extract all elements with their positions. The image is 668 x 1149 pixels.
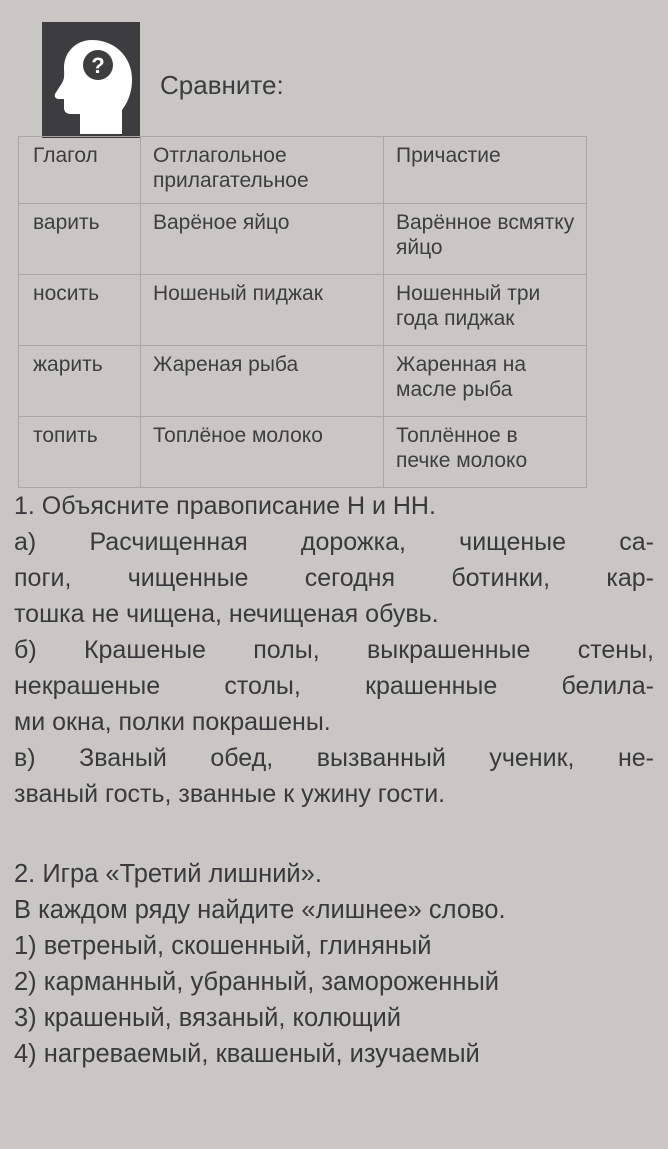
task2-title: 2. Игра «Третий лишний». [14,860,322,888]
task2-item: 4) нагреваемый, квашеный, изучаемый [14,1040,480,1068]
participle-cell: Жаренная на масле рыба [384,346,587,417]
task1-b-line: ми окна, полки покрашены. [14,708,331,736]
header-cell-participle: Причастие [384,137,587,204]
table-row [19,204,587,275]
comparison-table [18,136,586,488]
task1-a-line: тошка не чищена, нечищеная обувь. [14,600,439,628]
table-row [19,346,587,417]
adjective-cell: Топлёное молоко [141,417,384,488]
task1-a-line: поги, чищенные сегодня ботинки, кар- [14,564,654,592]
adjective-cell: Ношеный пиджак [141,275,384,346]
participle-cell: Топлённое в печке молоко [384,417,587,488]
task2-item: 3) крашеный, вязаный, колющий [14,1004,402,1032]
head-question-icon [42,22,140,138]
exercises [14,488,654,1072]
participle-cell: Варённое всмятку яйцо [384,204,587,275]
verb-cell: варить [19,204,141,275]
question-mark: ? [91,53,105,78]
task2-instruction: В каждом ряду найдите «лишнее» слово. [14,896,506,924]
header-cell-adjective: Отглагольное прилагательное [141,137,384,204]
task2-item: 1) ветреный, скошенный, глиняный [14,932,432,960]
adjective-cell: Варёное яйцо [141,204,384,275]
task1-title: 1. Объясните правописание Н и НН. [14,492,436,520]
compare-heading: Сравните: [160,70,284,100]
head-silhouette-icon [42,22,140,138]
task1-a-line: а) Расчищенная дорожка, чищеные са- [14,528,654,556]
task2-item: 2) карманный, убранный, замороженный [14,968,500,996]
task1-b-line: некрашеные столы, крашенные белила- [14,672,654,700]
participle-cell: Ношенный три года пиджак [384,275,587,346]
verb-cell: топить [19,417,141,488]
table-row [19,417,587,488]
task1-c-line: в) Званый обед, вызванный ученик, не- [14,744,654,772]
verb-cell: жарить [19,346,141,417]
verb-cell: носить [19,275,141,346]
task1-c-line: званый гость, званные к ужину гости. [14,780,446,808]
table-row [19,275,587,346]
adjective-cell: Жареная рыба [141,346,384,417]
header-cell-verb: Глагол [19,137,141,204]
section-spacer [14,812,654,856]
task1-b-line: б) Крашеные полы, выкрашенные стены, [14,636,654,664]
table-header-row [19,137,587,204]
